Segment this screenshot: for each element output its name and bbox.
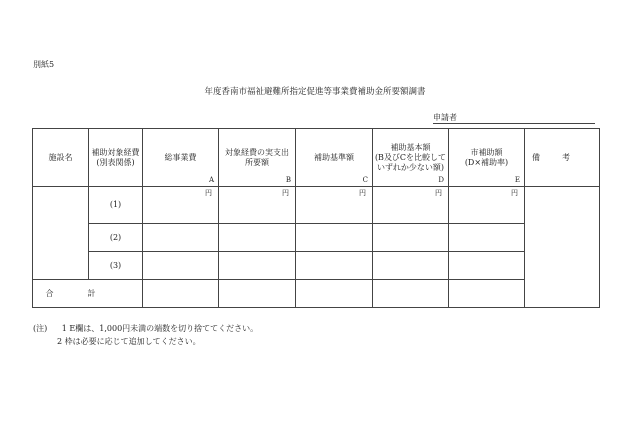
header-city-subsidy: 市補助額 (D×補助率) E xyxy=(449,129,525,187)
base-amount-cell[interactable] xyxy=(373,224,449,252)
total-cost-cell[interactable]: 円 xyxy=(143,187,219,224)
header-remarks: 備考 xyxy=(525,129,600,187)
total-row xyxy=(33,280,600,308)
standard-amount-cell[interactable] xyxy=(296,224,373,252)
applicant-field[interactable] xyxy=(433,112,595,124)
city-subsidy-cell[interactable] xyxy=(449,224,525,252)
header-row xyxy=(33,129,600,187)
applicant-label: 申請者 xyxy=(433,113,457,122)
budget-table xyxy=(32,128,600,308)
total-cost-cell[interactable] xyxy=(143,252,219,280)
note-1 xyxy=(33,323,258,334)
column-letter-b: B xyxy=(285,176,291,184)
header-standard-amount: 補助基準額 C xyxy=(296,129,373,187)
column-letter-d: D xyxy=(438,176,444,184)
city-subsidy-total[interactable] xyxy=(449,280,525,308)
row-label: (1) xyxy=(89,187,143,224)
total-label: 合計 xyxy=(33,280,143,308)
document-title: 年度香南市福祉避難所指定促進等事業費補助金所要額調書 xyxy=(204,87,426,97)
column-letter-e: E xyxy=(514,176,520,184)
standard-amount-cell[interactable]: 円 xyxy=(296,187,373,224)
header-facility: 施設名 xyxy=(33,129,89,187)
column-letter-c: C xyxy=(362,176,368,184)
facility-name-cell[interactable] xyxy=(33,187,89,280)
actual-expense-cell[interactable]: 円 xyxy=(219,187,296,224)
row-label: (3) xyxy=(89,252,143,280)
total-cost-total[interactable] xyxy=(143,280,219,308)
form-label: 別紙5 xyxy=(33,60,55,69)
header-base-amount: 補助基本額 (B及びCを比較して いずれか少ない額) D xyxy=(373,129,449,187)
standard-amount-total[interactable] xyxy=(296,280,373,308)
note-1-text: 1 E欄は、1,000円未満の端数を切り捨ててください。 xyxy=(61,324,259,333)
total-cost-cell[interactable] xyxy=(143,224,219,252)
actual-expense-cell[interactable] xyxy=(219,252,296,280)
city-subsidy-cell[interactable] xyxy=(449,252,525,280)
column-letter-a: A xyxy=(208,176,214,184)
table-row xyxy=(33,252,600,280)
base-amount-cell[interactable] xyxy=(373,252,449,280)
note-2: 2 枠は必要に応じて追加してください。 xyxy=(57,337,201,346)
table-row xyxy=(33,187,600,224)
actual-expense-total[interactable] xyxy=(219,280,296,308)
header-actual-expense: 対象経費の実支出 所要額 B xyxy=(219,129,296,187)
base-amount-cell[interactable]: 円 xyxy=(373,187,449,224)
city-subsidy-cell[interactable]: 円 xyxy=(449,187,525,224)
standard-amount-cell[interactable] xyxy=(296,252,373,280)
notes-prefix: (注) xyxy=(33,324,48,333)
remarks-cell[interactable] xyxy=(525,187,600,308)
actual-expense-cell[interactable] xyxy=(219,224,296,252)
table-row xyxy=(33,224,600,252)
row-label: (2) xyxy=(89,224,143,252)
base-amount-total[interactable] xyxy=(373,280,449,308)
header-total-cost: 総事業費 A xyxy=(143,129,219,187)
header-target-expense: 補助対象経費 (別表関係) xyxy=(89,129,143,187)
